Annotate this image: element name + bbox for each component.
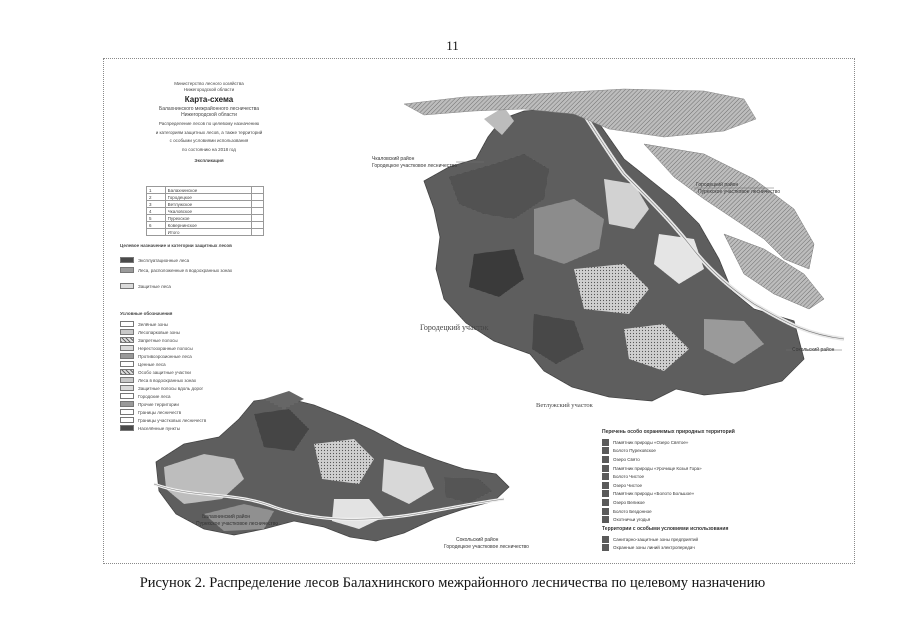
map-description: и категориям защитных лесов, а также территорий xyxy=(155,129,263,135)
legend-item: Зелёные зоны xyxy=(120,321,168,327)
purpose-legend-title: Целевое назначение и категории защитных лесов xyxy=(120,243,232,248)
legend-item: Противоэрозионные леса xyxy=(120,353,192,359)
map-description: Распределение лесов по целевому назначению xyxy=(158,121,260,126)
table-row: 4 Чкаловское xyxy=(147,208,264,215)
table-row: 2 Городецкое xyxy=(147,194,264,201)
category-legend-title: Условные обозначения xyxy=(120,311,173,316)
legend-item: Защитные леса xyxy=(120,283,171,289)
map-title-block xyxy=(124,81,294,164)
region-label: Сокольский район xyxy=(792,347,835,353)
explication-title: Экспликация xyxy=(194,158,224,164)
map-heading: Карта-схема xyxy=(184,95,234,104)
table-row: 3 Ветлужское xyxy=(147,201,264,208)
legend-item: Охотничьи угодья xyxy=(602,515,844,524)
legend-item: Городские леса xyxy=(120,393,171,399)
legend-item: Озеро Чистое xyxy=(602,481,844,490)
legend-item: Эксплуатационные леса xyxy=(120,257,189,263)
special-use-title: Территории с особыми условиями использования xyxy=(602,525,729,532)
legend-swatch xyxy=(120,257,134,263)
map-description: по состоянию на 2018 год xyxy=(182,146,236,152)
table-row: 1 Балахнинское xyxy=(147,187,264,194)
region-label: Ветлужский участок xyxy=(536,402,593,409)
protected-areas-title: Перечень особо охраняемых природных территорий xyxy=(602,429,735,435)
legend-item: Границы участковых лесничеств xyxy=(120,417,206,423)
legend-item: Прочие территории xyxy=(120,401,179,407)
figure-caption: Рисунок 2. Распределение лесов Балахнинского межрайонного лесничества по целевому назначению xyxy=(139,575,766,591)
region-label: Сокольский район xyxy=(456,537,499,543)
region-label: Пурехское участковое лесничество xyxy=(196,521,279,527)
legend-item: Леса в водоохранных зонах xyxy=(120,377,196,383)
legend-item: Ценные леса xyxy=(120,361,166,367)
legend-item: Озеро Великое xyxy=(602,498,844,507)
legend-item: Болото Бездонное xyxy=(602,507,844,516)
legend-item: Защитные полосы вдоль дорог xyxy=(120,385,203,391)
region-label: Пурехское участковое лесничество xyxy=(698,189,781,195)
legend-item: Санитарно-защитные зоны предприятий xyxy=(602,535,844,544)
table-row: 5 Пурехское xyxy=(147,215,264,222)
page-number: 11 xyxy=(446,38,459,53)
legend-item: Памятник природы «Озеро Святое» xyxy=(602,438,844,447)
legend-item: Болото Пуреховское xyxy=(602,447,844,456)
legend-item: Охранные зоны линий электропередач xyxy=(602,544,844,553)
legend-item: Особо защитные участки xyxy=(120,369,191,375)
map-figure xyxy=(103,58,855,564)
protected-areas-legend xyxy=(602,427,844,552)
map-subtitle: Балахнинского межрайонного лесничества xyxy=(158,106,260,112)
legend-item: Памятник природы «Болото Большое» xyxy=(602,490,844,499)
map-org-line: Министерство лесного хозяйства xyxy=(174,81,244,86)
legend-swatch xyxy=(120,267,134,273)
legend-swatch xyxy=(120,283,134,289)
map-description: с особыми условиями использования xyxy=(169,138,249,144)
map-org-line: Нижегородской области xyxy=(183,87,235,92)
legend-item: Леса, расположенные в водоохранных зонах xyxy=(120,267,232,273)
table-row: 6 Ковернинское xyxy=(147,222,264,229)
region-label: Балахнинский район xyxy=(202,514,251,520)
map-subtitle: Нижегородской области xyxy=(181,112,237,118)
legend-item: Лесопарковые зоны xyxy=(120,329,180,335)
region-label: Городецкое участковое лесничество xyxy=(372,163,457,169)
region-label: Чкаловский район xyxy=(372,156,415,162)
region-label: Городецкое участковое лесничество xyxy=(444,544,529,550)
legend-item: Запретные полосы xyxy=(120,337,178,343)
legend-item: Озеро Свято xyxy=(602,455,844,464)
region-label-large: Городецкий участок xyxy=(420,323,489,332)
legend-item: Границы лесничеств xyxy=(120,409,181,415)
table-row: Итого xyxy=(147,229,264,236)
legend-item: Нерестоохранные полосы xyxy=(120,345,193,351)
legend-item: Населённые пункты xyxy=(120,425,180,431)
legend-item: Памятник природы «Урочище Козья Гора» xyxy=(602,464,844,473)
legend-item: Болото Чистое xyxy=(602,472,844,481)
region-label: Городецкий район xyxy=(696,182,739,188)
explication-table xyxy=(146,186,264,236)
